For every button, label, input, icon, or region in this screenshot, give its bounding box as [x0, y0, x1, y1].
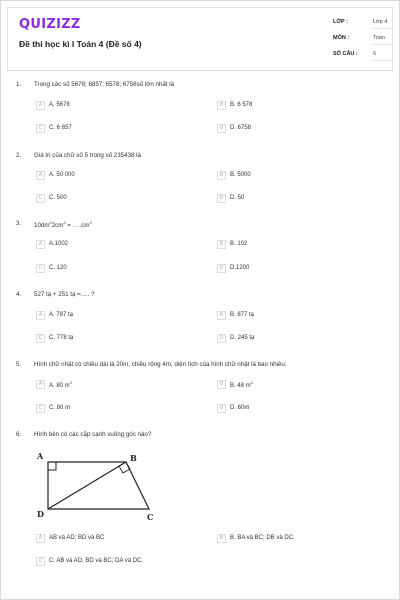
- option-letter-box: C: [36, 194, 45, 203]
- question-number: 1.: [16, 81, 22, 88]
- option-5c[interactable]: [36, 403, 70, 413]
- option-5d[interactable]: [217, 403, 249, 413]
- option-text: C. 778 tạ: [49, 335, 74, 341]
- option-letter-box: B: [217, 171, 226, 180]
- subject-label: MÔN :: [333, 35, 350, 41]
- option-3d[interactable]: [217, 263, 249, 273]
- class-label: LỚP :: [333, 19, 348, 25]
- diagonal-bd: [48, 462, 126, 509]
- question-number: 6.: [16, 431, 22, 438]
- option-text: A. 50 000: [49, 172, 75, 178]
- worksheet-title: Đề thi học kì I Toán 4 (Đề số 4): [19, 39, 142, 49]
- vertex-label-c: C: [147, 512, 154, 522]
- option-letter-box: A: [36, 101, 45, 110]
- option-4c[interactable]: [36, 333, 73, 343]
- question-text: Giá trị của chữ số 5 trong số 235438 là: [34, 152, 141, 159]
- option-text: A.1002: [49, 241, 69, 247]
- option-letter-box: B: [217, 311, 226, 320]
- option-text: B. 102: [230, 241, 248, 247]
- option-1d[interactable]: [217, 123, 251, 133]
- option-letter-box: C: [36, 124, 45, 133]
- question-number: 3.: [16, 220, 22, 227]
- option-text: B. 5000: [230, 172, 251, 178]
- option-text: D. 50: [230, 195, 245, 201]
- option-3a[interactable]: [36, 239, 68, 249]
- question-count-underline: [372, 60, 392, 61]
- option-text: A. 80 $m^2$: [49, 379, 72, 389]
- option-4d[interactable]: [217, 333, 254, 343]
- option-4b[interactable]: [217, 310, 254, 320]
- subject-underline: [372, 44, 392, 45]
- subject-value: Toán: [373, 35, 385, 41]
- question-count-label: SỐ CÂU :: [333, 51, 358, 57]
- option-2d[interactable]: [217, 193, 244, 203]
- option-letter-box: A: [36, 380, 45, 389]
- option-letter-box: D: [217, 124, 226, 133]
- option-text: C. 80 m: [49, 405, 71, 411]
- option-text: B. 6 578: [230, 102, 253, 108]
- question-number: 5.: [16, 361, 22, 368]
- option-letter-box: C: [36, 557, 45, 566]
- option-letter-box: B: [217, 380, 226, 389]
- option-text: C. AB và AD; BD và BC; DA và DC.: [49, 558, 144, 564]
- question-number: 4.: [16, 291, 22, 298]
- option-1a[interactable]: [36, 100, 70, 110]
- option-3b[interactable]: [217, 239, 247, 249]
- question-text: Hình chữ nhật có chiều dài là 20m, chiều rộng 4m, diện tích của hình chữ nhật là bao nhiêu:: [34, 361, 287, 368]
- option-1c[interactable]: [36, 123, 72, 133]
- vertex-label-d: D: [37, 509, 44, 519]
- question-number: 2.: [16, 152, 22, 159]
- option-4a[interactable]: [36, 310, 73, 320]
- option-letter-box: D: [217, 404, 226, 413]
- option-5a[interactable]: [36, 379, 72, 389]
- option-letter-box: A: [36, 240, 45, 249]
- class-underline: [372, 28, 392, 29]
- trapezoid-figure: [36, 449, 166, 525]
- class-value: Lớp 4: [373, 19, 388, 25]
- option-letter-box: B: [217, 240, 226, 249]
- option-text: A. 5678: [49, 102, 70, 108]
- option-text: C. 6 857: [49, 125, 72, 131]
- option-letter-box: A: [36, 534, 45, 543]
- right-angle-mark-a: [48, 462, 56, 470]
- question-text: Trong các số 5678; 6857; 6578; 6758số lớn nhất là: [34, 81, 175, 88]
- option-1b[interactable]: [217, 100, 252, 110]
- option-letter-box: D: [217, 334, 226, 343]
- option-2c[interactable]: [36, 193, 67, 203]
- option-text: C. 500: [49, 195, 67, 201]
- option-text: B. 48 $m^2$: [230, 379, 253, 389]
- option-text: AB và AD; BD và BC: [49, 535, 105, 541]
- question-text: $10dm^22cm^2$ = . . $.cm^2$: [34, 220, 92, 230]
- vertex-label-a: A: [37, 451, 44, 461]
- option-letter-box: C: [36, 404, 45, 413]
- option-3c[interactable]: [36, 263, 67, 273]
- vertex-label-b: B: [130, 453, 137, 463]
- option-6a[interactable]: [36, 533, 104, 543]
- option-text: D. 60m: [230, 405, 250, 411]
- option-letter-box: D: [217, 194, 226, 203]
- option-text: D.1200: [230, 265, 250, 271]
- option-text: C. 120: [49, 265, 67, 271]
- question-text: 527 tạ + 251 tạ =..... ?: [34, 291, 95, 298]
- option-text: A. 787 tạ: [49, 312, 74, 318]
- option-letter-box: A: [36, 171, 45, 180]
- option-letter-box: C: [36, 334, 45, 343]
- question-text: Hình bên có các cặp cạnh vuông góc nào?: [34, 431, 152, 438]
- option-6c[interactable]: [36, 556, 143, 566]
- option-2a[interactable]: [36, 170, 75, 180]
- option-letter-box: B: [217, 534, 226, 543]
- option-letter-box: A: [36, 311, 45, 320]
- worksheet-header: [7, 7, 393, 71]
- option-letter-box: B: [217, 101, 226, 110]
- option-text: B. BA và BC; DB và DC.: [230, 535, 295, 541]
- option-text: D. 245 tạ: [230, 335, 255, 341]
- trapezoid-shape: [48, 462, 149, 509]
- question-count-value: 6: [373, 51, 377, 57]
- option-2b[interactable]: [217, 170, 251, 180]
- option-letter-box: C: [36, 264, 45, 273]
- option-text: B. 877 tạ: [230, 312, 255, 318]
- option-5b[interactable]: [217, 379, 253, 389]
- quizizz-logo: QUIZIZZ: [19, 17, 81, 32]
- option-letter-box: D: [217, 264, 226, 273]
- option-6b[interactable]: [217, 533, 295, 543]
- option-text: D. 6758: [230, 125, 252, 131]
